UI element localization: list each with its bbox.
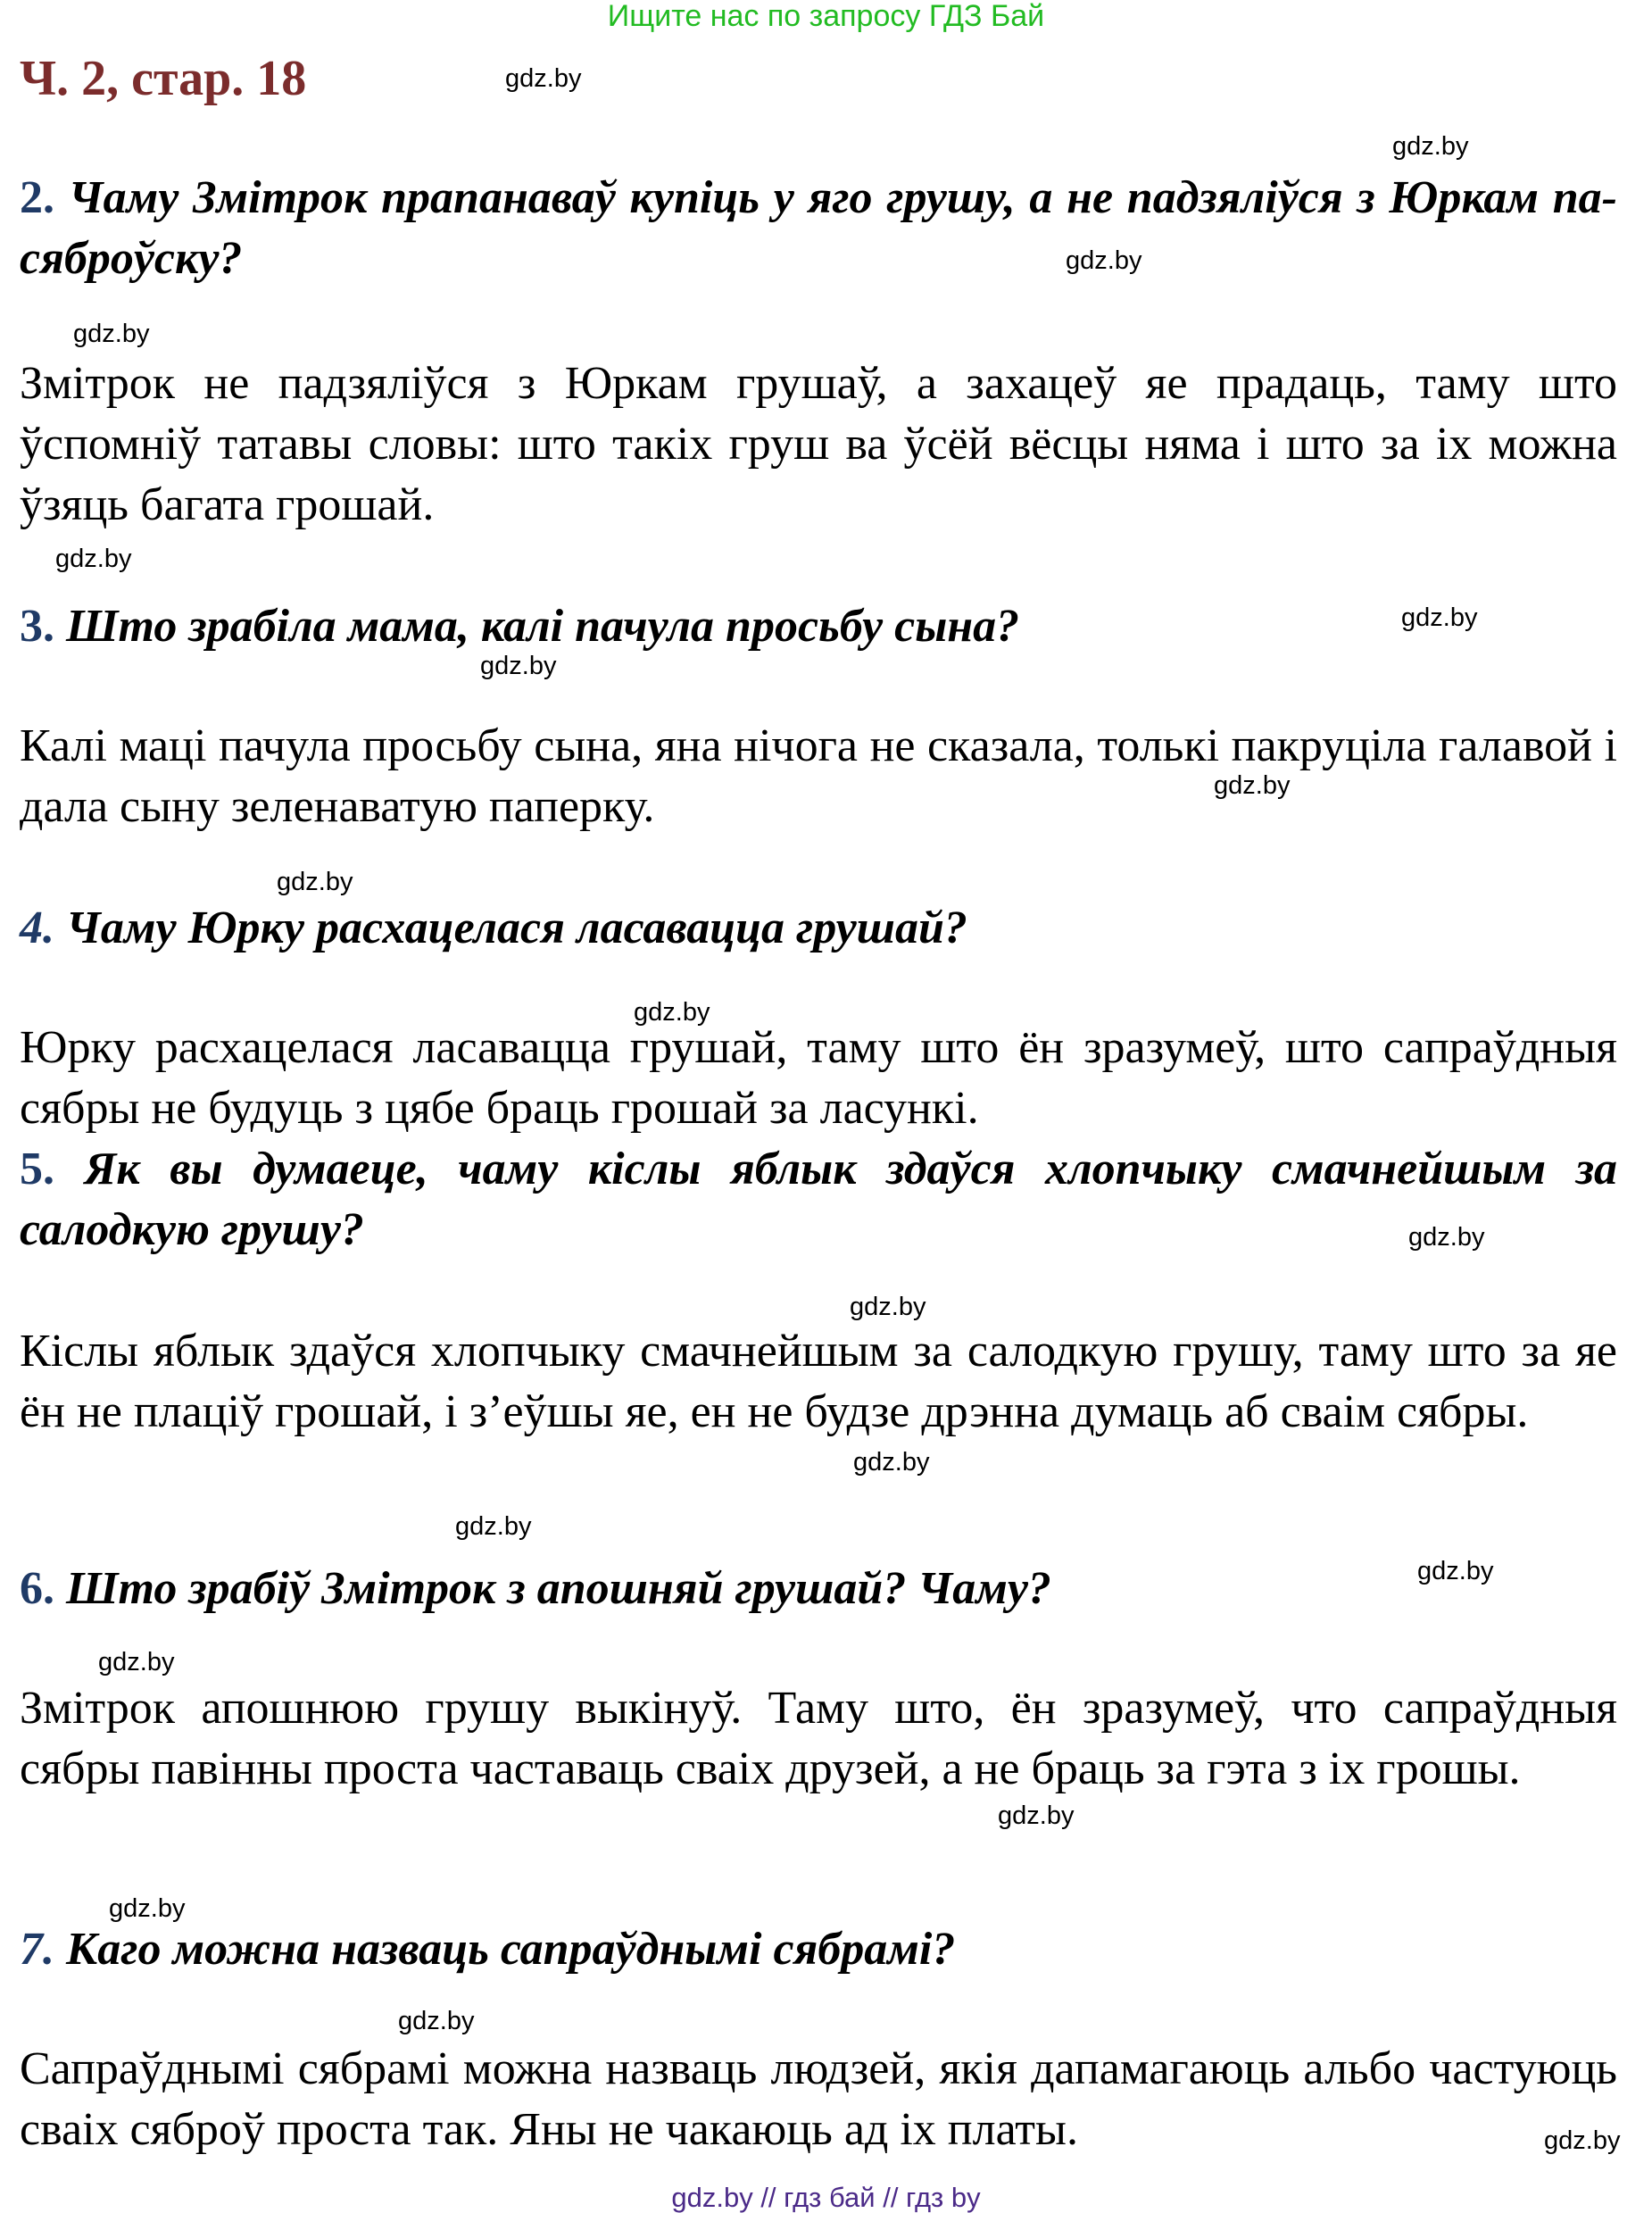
question-2 — [20, 168, 1617, 289]
question-4 — [20, 898, 1617, 959]
answer-3: Калі маці пачула просьбу сына, яна нічога не сказала, толькі пакруціла галавой і дала сыну зеленаватую паперку. — [20, 720, 1617, 832]
answer-6: Змітрок апошнюю грушу выкінуў. Таму што, ён зразумеў, что сапраўдныя сябры павінны проста частаваць сваіх друзей, а не браць за гэта з іх грошы. — [20, 1683, 1617, 1794]
watermark: gdz.by — [1214, 771, 1291, 800]
watermark: gdz.by — [1401, 603, 1478, 632]
watermark: gdz.by — [505, 64, 582, 93]
question-7 — [20, 1919, 1617, 1980]
question-text: Што зрабіла мама, калі пачула просьбу сына? — [66, 601, 1020, 652]
watermark: gdz.by — [480, 652, 557, 680]
question-5 — [20, 1139, 1617, 1260]
question-number: 4. — [20, 903, 54, 953]
question-text: Каго можна назваць сапраўднымі сябрамі? — [66, 1924, 956, 1975]
watermark: gdz.by — [634, 998, 710, 1027]
watermark: gdz.by — [55, 545, 132, 573]
answer-2: Змітрок не падзяліўся з Юркам грушаў, а захацеў яе прадаць, таму што ўспомніў татавы словы: што такіх груш ва ўсёй вёсцы няма і што за іх можна ўзяць багата грошай. — [20, 358, 1617, 530]
question-text: Чаму Змітрок прапанаваў купіць у яго грушу, а не падзяліўся з Юркам па-сяброўску? — [20, 172, 1617, 284]
watermark: gdz.by — [1417, 1557, 1494, 1585]
page-title: Ч. 2, стар. 18 — [20, 51, 307, 106]
watermark: gdz.by — [277, 868, 353, 896]
watermark: gdz.by — [98, 1648, 175, 1676]
question-number: 3. — [20, 601, 54, 652]
watermark: gdz.by — [850, 1293, 926, 1321]
question-number: 2. — [20, 172, 54, 223]
answer-5: Кіслы яблык здаўся хлопчыку смачнейшым за салодкую грушу, таму што за яе ён не плаціў грошай, і з’еўшы яе, ен не будзе дрэнна думаць аб сваім сябры. — [20, 1326, 1617, 1437]
watermark: gdz.by — [109, 1894, 186, 1923]
watermark: gdz.by — [1066, 246, 1142, 275]
watermark: gdz.by — [455, 1512, 532, 1541]
watermark: gdz.by — [73, 320, 150, 348]
question-text: Як вы думаеце, чаму кіслы яблык здаўся хлопчыку смачнейшым за салодкую грушу? — [20, 1144, 1617, 1255]
question-text: Чаму Юрку расхацелася ласавацца грушай? — [66, 903, 967, 953]
search-banner: Ищите нас по запросу ГДЗ Бай — [607, 0, 1045, 33]
watermark: gdz.by — [1544, 2126, 1621, 2155]
footer-links: gdz.by // гдз бай // гдз by — [671, 2182, 981, 2213]
question-number: 6. — [20, 1563, 54, 1614]
question-6 — [20, 1559, 1617, 1619]
answer-4: Юрку расхацелася ласавацца грушай, таму што ён зразумеў, што сапраўдныя сябры не будуць з цябе браць грошай за ласункі. — [20, 1022, 1617, 1134]
watermark: gdz.by — [398, 2007, 475, 2035]
answer-7: Сапраўднымі сябрамі можна назваць людзей, якія дапамагаюць альбо частуюць сваіх сяброў проста так. Яны не чакаюць ад іх платы. — [20, 2043, 1617, 2155]
watermark: gdz.by — [853, 1448, 930, 1477]
question-number: 5. — [20, 1144, 54, 1194]
question-text: Што зрабіў Змітрок з апошняй грушай? Чаму? — [66, 1563, 1051, 1614]
question-number: 7. — [20, 1924, 54, 1975]
watermark: gdz.by — [1408, 1223, 1485, 1252]
watermark: gdz.by — [998, 1801, 1075, 1830]
question-3 — [20, 596, 1617, 657]
watermark: gdz.by — [1392, 132, 1469, 161]
